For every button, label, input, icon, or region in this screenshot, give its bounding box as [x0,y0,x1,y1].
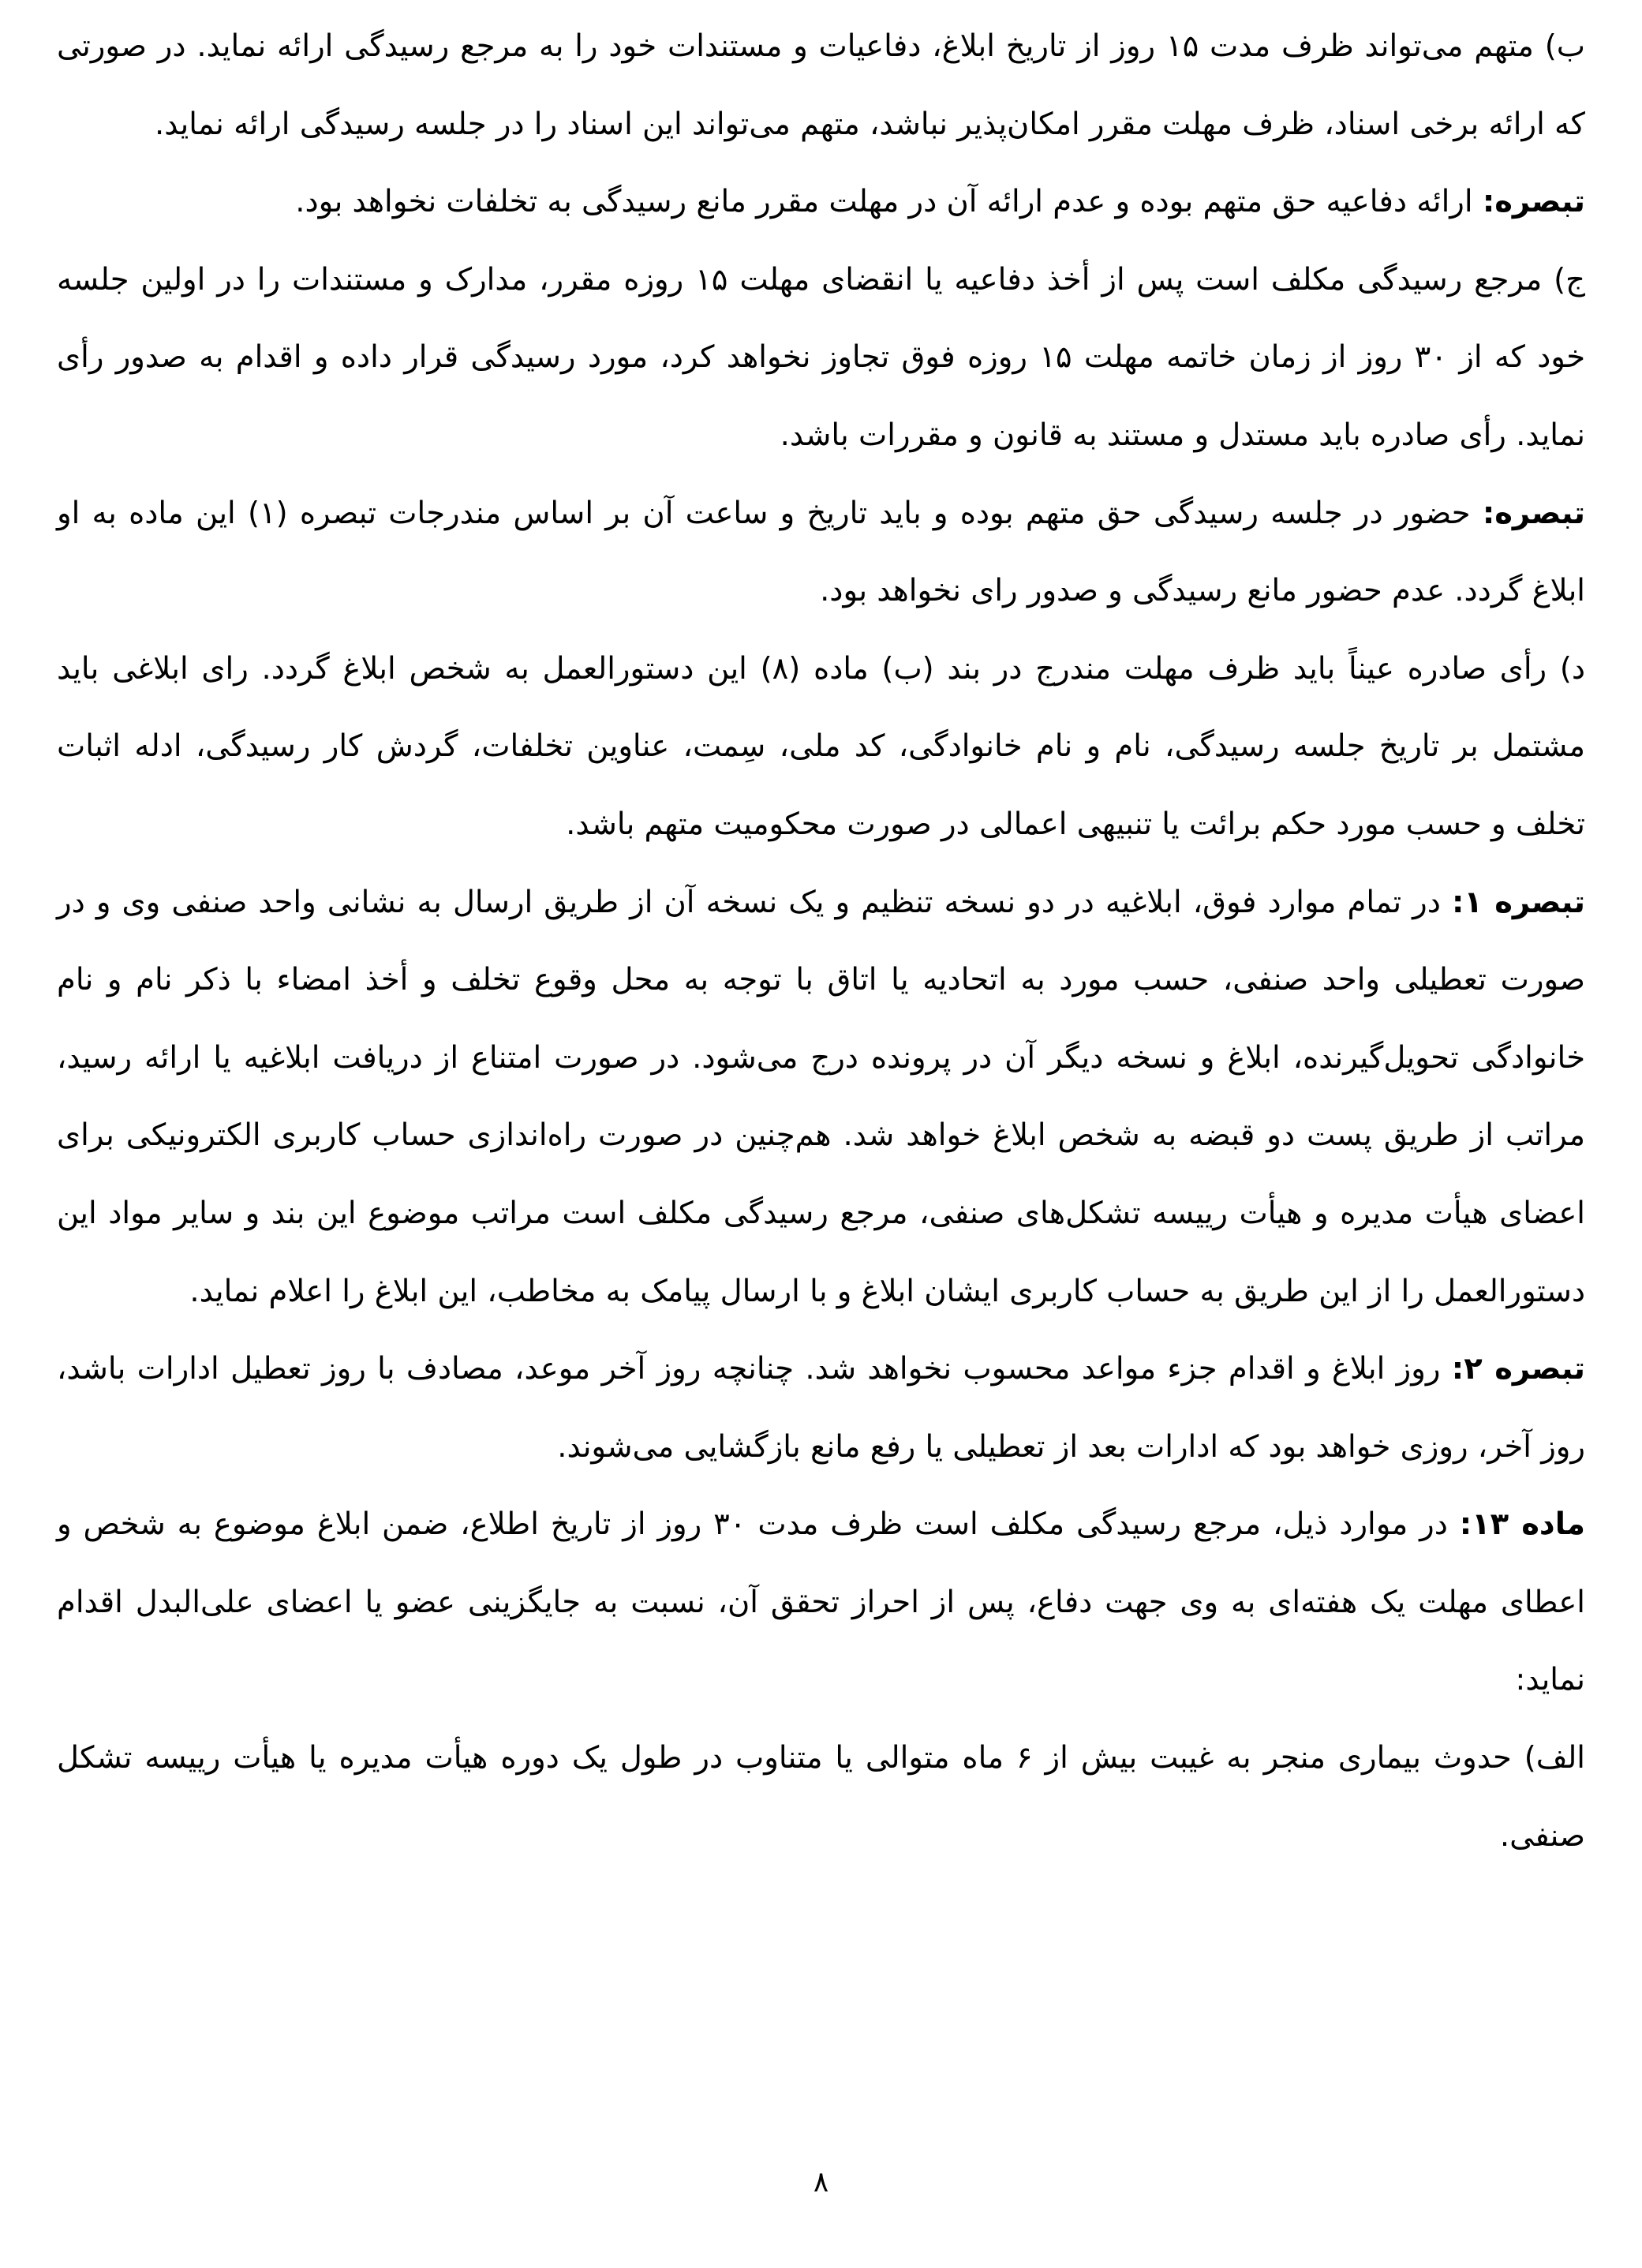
paragraph-text: الف) حدوث بیماری منجر به غیبت بیش از ۶ ماه متوالی یا متناوب در طول یک دوره هیأت مدیره یا هیأت رییسه تشکل صنفی. [57,1740,1585,1854]
paragraph-b [57,8,1585,163]
paragraph-d [57,631,1585,864]
note-1 [57,864,1585,1331]
note-text: ارائه دفاعیه حق متهم بوده و عدم ارائه آن در مهلت مقرر مانع رسیدگی به تخلفات نخواهد بود. [295,184,1483,220]
document-page [57,8,1585,1875]
paragraph-alef [57,1720,1585,1875]
note-heading: تبصره ۲: [1451,1351,1585,1387]
note-2 [57,1330,1585,1486]
note-heading: تبصره ۱: [1452,884,1585,920]
note-text: در تمام موارد فوق، ابلاغیه در دو نسخه تنظیم و یک نسخه آن از طریق ارسال به نشانی واحد صنفی وی و در صورت تعطیلی واحد صنفی، حسب مورد به اتحادیه یا اتاق با توجه به محل وقوع تخلف و أخذ امضاء با ذکر نام و نام خانوادگی تحویل‌گیرنده، ابلاغ و نسخه دیگر آن در پرونده درج می‌شود. در صورت امتناع از دریافت ابلاغیه یا ارائه رسید، مراتب از طریق پست دو قبضه به شخص ابلاغ خواهد شد. هم‌چنین در صورت راه‌اندازی حساب کاربری الکترونیکی برای اعضای هیأت مدیره و هیأت رییسه تشکل‌های صنفی، مرجع رسیدگی مکلف است مراتب موضوع این بند و سایر مواد این دستورالعمل را از این طریق به حساب کاربری ایشان ابلاغ و با ارسال پیامک به مخاطب، این ابلاغ را اعلام نماید. [57,884,1585,1309]
paragraph-text: ب) متهم می‌تواند ظرف مدت ۱۵ روز از تاریخ ابلاغ، دفاعیات و مستندات خود را به مرجع رسیدگی ارائه نماید. در صورتی که ارائه برخی اسناد، ظرف مهلت مقرر امکان‌پذیر نباشد، متهم می‌تواند این اسناد را در جلسه رسیدگی ارائه نماید. [57,28,1585,142]
article-heading: ماده ۱۳: [1459,1506,1585,1543]
note-attendance [57,475,1585,631]
note-text: حضور در جلسه رسیدگی حق متهم بوده و باید تاریخ و ساعت آن بر اساس مندرجات تبصره (۱) این ماده به او ابلاغ گردد. عدم حضور مانع رسیدگی و صدور رای نخواهد بود. [57,495,1585,609]
note-heading: تبصره: [1482,495,1585,531]
note-heading: تبصره: [1482,184,1585,220]
paragraph-text: ج) مرجع رسیدگی مکلف است پس از أخذ دفاعیه یا انقضای مهلت ۱۵ روزه مقرر، مدارک و مستندات را در اولین جلسه خود که از ۳۰ روز از زمان خاتمه مهلت ۱۵ روزه فوق تجاوز نخواهد کرد، مورد رسیدگی قرار داده و اقدام به صدور رأی نماید. رأی صادره باید مستدل و مستند به قانون و مقررات باشد. [57,261,1585,453]
page-number: ۸ [813,2166,829,2199]
article-text: در موارد ذیل، مرجع رسیدگی مکلف است ظرف مدت ۳۰ روز از تاریخ اطلاع، ضمن ابلاغ موضوع به شخص و اعطای مهلت یک هفته‌ای به وی جهت دفاع، پس از احراز تحقق آن، نسبت به جایگزینی عضو یا اعضای علی‌البدل اقدام نماید: [57,1506,1585,1698]
paragraph-text: د) رأی صادره عیناً باید ظرف مهلت مندرج در بند (ب) ماده (۸) این دستورالعمل به شخص ابلاغ گردد. رای ابلاغی باید مشتمل بر تاریخ جلسه رسیدگی، نام و نام خانوادگی، کد ملی، سِمت، عناوین تخلفات، گردش کار رسیدگی، ادله اثبات تخلف و حسب مورد حکم برائت یا تنبیهی اعمالی در صورت محکومیت متهم باشد. [57,650,1585,842]
paragraph-j [57,241,1585,475]
note-text: روز ابلاغ و اقدام جزء مواعد محسوب نخواهد شد. چنانچه روز آخر موعد، مصادف با روز تعطیل ادارات باشد، روز آخر، روزی خواهد بود که ادارات بعد از تعطیلی یا رفع مانع بازگشایی می‌شوند. [57,1351,1585,1465]
article-13 [57,1486,1585,1720]
note-defense [57,163,1585,241]
